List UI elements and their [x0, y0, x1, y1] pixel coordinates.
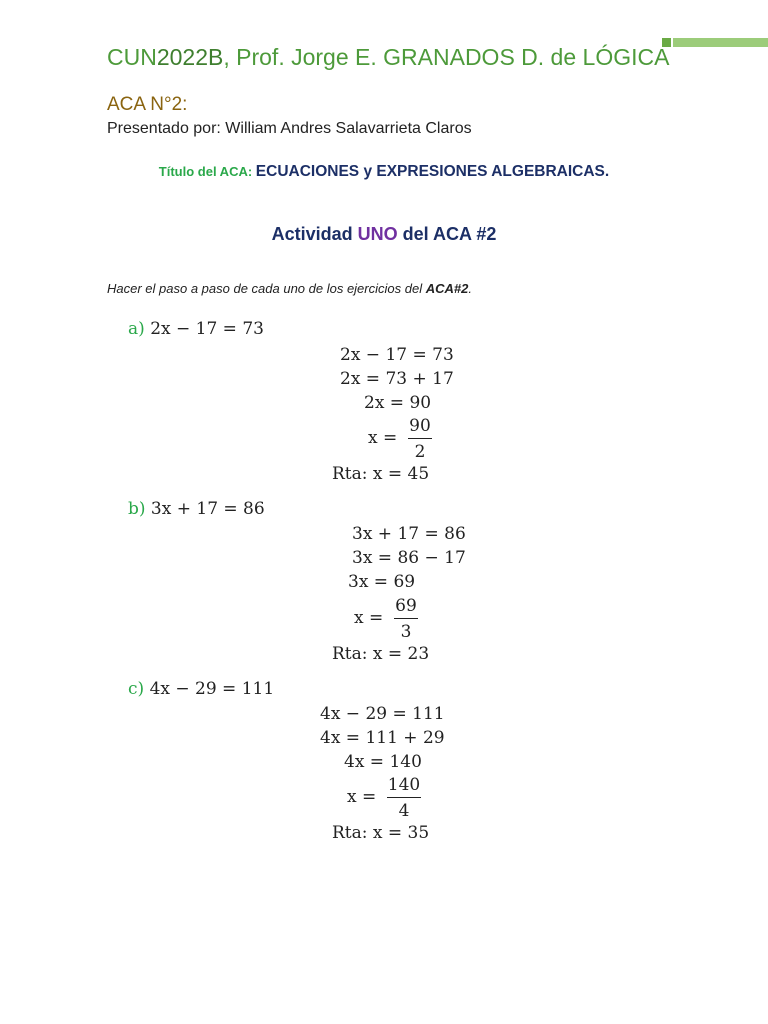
fraction	[394, 596, 418, 642]
exercise-c-step-2: 4x = 111 + 29	[320, 728, 445, 748]
activity-heading-pre: Actividad	[271, 224, 358, 244]
exercise-a-step-3: 2x = 90	[364, 393, 432, 413]
activity-heading	[0, 224, 768, 245]
page-title	[107, 44, 669, 71]
fraction-numerator: 140	[387, 775, 421, 795]
fraction-numerator: 90	[409, 416, 431, 436]
instructions-text: Hacer el paso a paso de cada uno de los ejercicios del	[107, 281, 426, 296]
exercise-letter: b)	[128, 499, 146, 519]
fraction-bar	[408, 438, 432, 439]
exercise-b-step-2: 3x = 86 − 17	[352, 548, 466, 568]
fraction-bar	[387, 797, 421, 798]
decorative-bar	[673, 38, 768, 47]
exercise-a-step-1: 2x − 17 = 73	[340, 345, 454, 365]
exercise-letter: a)	[128, 319, 145, 339]
title-professor: , Prof. Jorge E. GRANADOS D. de LÓGICA	[223, 44, 670, 70]
presenter-line: Presentado por: William Andres Salavarrieta Claros	[107, 120, 472, 137]
exercise-a-step-2: 2x = 73 + 17	[340, 369, 454, 389]
instructions-end: .	[468, 281, 472, 296]
fraction-bar	[394, 618, 418, 619]
fraction-denominator: 2	[414, 442, 426, 463]
fraction-numerator: 69	[395, 596, 417, 616]
exercise-letter: c)	[128, 679, 145, 699]
fraction-lhs: x =	[347, 787, 377, 807]
title-course: CUN	[107, 44, 157, 70]
exercise-a-statement	[128, 319, 264, 339]
title-period: 2022B	[156, 44, 224, 70]
fraction	[387, 775, 421, 821]
activity-heading-post: del ACA #2	[397, 224, 497, 244]
aca-title-line	[0, 163, 768, 181]
exercise-a-answer: Rta: x = 45	[332, 464, 430, 484]
exercise-c-statement	[128, 679, 274, 699]
activity-heading-highlight: UNO	[357, 224, 398, 244]
fraction-lhs: x =	[368, 428, 398, 448]
exercise-c-step-1: 4x − 29 = 111	[320, 704, 445, 724]
exercise-b-statement	[128, 499, 265, 519]
fraction-lhs: x =	[354, 608, 384, 628]
exercise-b-step-1: 3x + 17 = 86	[352, 524, 466, 544]
exercise-c-answer: Rta: x = 35	[332, 823, 430, 843]
aca-title-value: ECUACIONES y EXPRESIONES ALGEBRAICAS.	[255, 163, 610, 180]
exercise-equation: 2x − 17 = 73	[150, 319, 264, 339]
exercise-c-step-3: 4x = 140	[344, 752, 422, 772]
instructions-bold: ACA#2	[425, 281, 469, 296]
instructions	[107, 281, 472, 296]
exercise-b-step-3: 3x = 69	[348, 572, 416, 592]
exercise-equation: 3x + 17 = 86	[150, 499, 265, 519]
aca-title-label: Título del ACA:	[158, 164, 256, 179]
aca-number: ACA N°2:	[107, 94, 188, 115]
fraction-denominator: 4	[398, 801, 410, 822]
fraction	[408, 416, 432, 462]
exercise-equation: 4x − 29 = 111	[149, 679, 275, 699]
exercise-b-answer: Rta: x = 23	[332, 644, 430, 664]
fraction-denominator: 3	[400, 622, 412, 643]
